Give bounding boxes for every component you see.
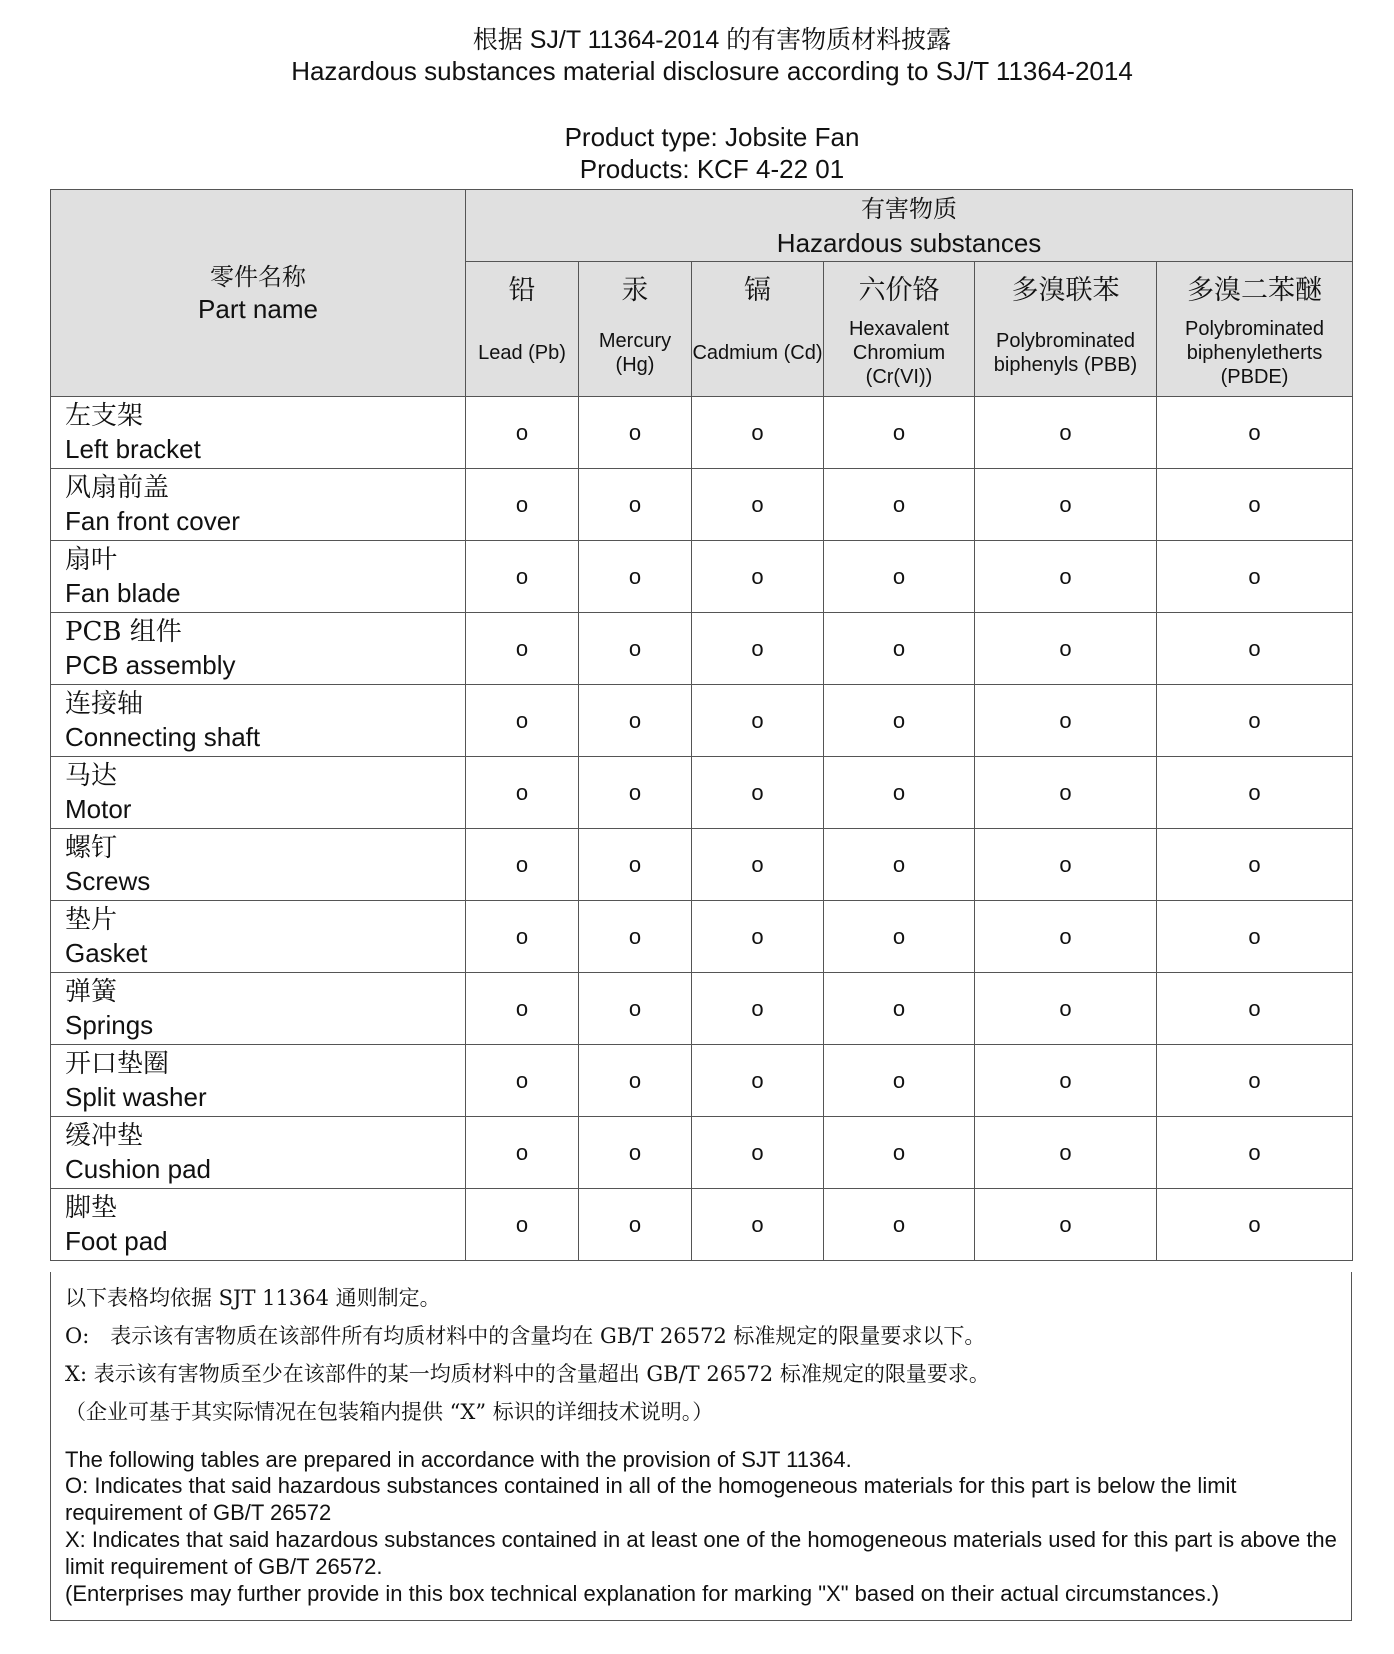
- part-name-en: Motor: [65, 794, 132, 824]
- substance-mark-cell: o: [975, 541, 1157, 613]
- part-name-zh: 弹簧: [65, 977, 118, 1007]
- substance-mark-cell: o: [824, 1189, 975, 1261]
- table-row: [51, 973, 1353, 1045]
- substance-mark-cell: o: [466, 829, 579, 901]
- substance-mark-cell: o: [975, 397, 1157, 469]
- substance-header-en: Polybrominated biphenyls (PBB): [993, 330, 1138, 376]
- substance-header-zh: 多溴联苯: [1011, 275, 1120, 306]
- part-name-header-zh: 零件名称: [210, 263, 306, 291]
- substance-mark-cell: o: [692, 397, 824, 469]
- hazardous-substances-header: [466, 190, 1353, 262]
- substance-mark-cell: o: [1157, 757, 1353, 829]
- substance-mark-cell: o: [1157, 469, 1353, 541]
- substance-mark-cell: o: [579, 685, 692, 757]
- table-row: [51, 1117, 1353, 1189]
- part-name-en: Connecting shaft: [65, 722, 261, 752]
- substance-header-zh: 多溴二苯醚: [1187, 275, 1323, 306]
- title-en: Hazardous substances material disclosure according to SJ/T 11364-2014: [291, 56, 1133, 86]
- substance-header: [579, 262, 692, 397]
- table-row: [51, 901, 1353, 973]
- table-row: [51, 541, 1353, 613]
- part-name-cell: [51, 685, 466, 757]
- substance-mark-cell: o: [692, 901, 824, 973]
- part-name-zh: 连接轴: [65, 689, 144, 719]
- substance-mark-cell: o: [692, 1189, 824, 1261]
- substance-header: [824, 262, 975, 397]
- part-name-cell: [51, 397, 466, 469]
- substance-mark-cell: o: [1157, 1045, 1353, 1117]
- substance-mark-cell: o: [466, 973, 579, 1045]
- substance-mark-cell: o: [692, 541, 824, 613]
- substance-mark-cell: o: [824, 901, 975, 973]
- part-name-en: Left bracket: [65, 434, 201, 464]
- table-row: [51, 1045, 1353, 1117]
- substance-mark-cell: o: [1157, 901, 1353, 973]
- note-zh-1: 以下表格均依据 SJT 11364 通则制定。: [65, 1286, 441, 1310]
- table-row: [51, 757, 1353, 829]
- table-row: [51, 397, 1353, 469]
- substance-header-zh: 铅: [508, 275, 536, 306]
- substance-header-en: Polybrominated biphenyletherts (PBDE): [1185, 318, 1325, 388]
- substance-mark-cell: o: [692, 973, 824, 1045]
- substance-mark-cell: o: [579, 901, 692, 973]
- substance-mark-cell: o: [466, 685, 579, 757]
- substance-mark-cell: o: [824, 1117, 975, 1189]
- substance-mark-cell: o: [975, 685, 1157, 757]
- substance-mark-cell: o: [1157, 1117, 1353, 1189]
- part-name-en: Split washer: [65, 1082, 207, 1112]
- substance-mark-cell: o: [975, 973, 1157, 1045]
- substance-mark-cell: o: [824, 757, 975, 829]
- substance-header: [692, 262, 824, 397]
- substance-mark-cell: o: [824, 1045, 975, 1117]
- substance-mark-cell: o: [579, 1117, 692, 1189]
- part-name-cell: [51, 973, 466, 1045]
- substance-mark-cell: o: [466, 1045, 579, 1117]
- substance-mark-cell: o: [692, 757, 824, 829]
- part-name-cell: [51, 829, 466, 901]
- part-name-cell: [51, 901, 466, 973]
- substance-mark-cell: o: [692, 613, 824, 685]
- substance-mark-cell: o: [1157, 685, 1353, 757]
- product-type: Product type: Jobsite Fan: [564, 122, 860, 152]
- note-en-4: (Enterprises may further provide in this box technical explanation for marking "X" based on their actual circumstances.): [65, 1581, 1220, 1606]
- substance-mark-cell: o: [466, 613, 579, 685]
- substance-mark-cell: o: [692, 469, 824, 541]
- substance-mark-cell: o: [824, 685, 975, 757]
- substance-mark-cell: o: [975, 901, 1157, 973]
- part-name-zh: PCB 组件: [65, 617, 182, 647]
- substance-mark-cell: o: [466, 1189, 579, 1261]
- substance-mark-cell: o: [824, 829, 975, 901]
- substance-header-en: Cadmium (Cd): [692, 342, 823, 364]
- part-name-en: Screws: [65, 866, 151, 896]
- part-name-cell: [51, 1117, 466, 1189]
- substance-header-zh: 汞: [621, 275, 649, 306]
- substance-mark-cell: o: [692, 685, 824, 757]
- part-name-zh: 扇叶: [65, 545, 118, 575]
- hazardous-header-en: Hazardous substances: [776, 227, 1042, 258]
- substance-mark-cell: o: [824, 541, 975, 613]
- part-name-cell: [51, 1045, 466, 1117]
- substance-mark-cell: o: [975, 1117, 1157, 1189]
- part-name-cell: [51, 1189, 466, 1261]
- note-en-1: The following tables are prepared in accordance with the provision of SJT 11364.: [65, 1447, 852, 1472]
- products: Products: KCF 4-22 01: [579, 154, 845, 184]
- substance-mark-cell: o: [975, 469, 1157, 541]
- substance-header-en: Hexavalent Chromium (Cr(VI)): [848, 318, 950, 388]
- substance-mark-cell: o: [579, 1189, 692, 1261]
- substance-mark-cell: o: [579, 613, 692, 685]
- substance-mark-cell: o: [824, 973, 975, 1045]
- part-name-zh: 缓冲垫: [65, 1121, 144, 1151]
- substance-mark-cell: o: [1157, 973, 1353, 1045]
- part-name-cell: [51, 541, 466, 613]
- substance-mark-cell: o: [692, 829, 824, 901]
- part-name-zh: 左支架: [65, 401, 144, 431]
- substance-mark-cell: o: [975, 1189, 1157, 1261]
- substance-header-zh: 六价铬: [858, 275, 940, 306]
- note-en-2: O: Indicates that said hazardous substances contained in all of the homogeneous materials for this part is below the limit requirement of GB/T 26572: [65, 1473, 1237, 1525]
- substance-mark-cell: o: [579, 541, 692, 613]
- part-name-en: Fan blade: [65, 578, 181, 608]
- part-name-zh: 开口垫圈: [65, 1049, 170, 1079]
- note-zh-2: O: 表示该有害物质在该部件所有均质材料中的含量均在 GB/T 26572 标准规定的限量要求以下。: [65, 1324, 986, 1348]
- part-name-en: Foot pad: [65, 1226, 168, 1256]
- part-name-zh: 马达: [65, 761, 118, 791]
- substance-mark-cell: o: [466, 397, 579, 469]
- table-row: [51, 685, 1353, 757]
- substance-mark-cell: o: [466, 469, 579, 541]
- substance-mark-cell: o: [975, 1045, 1157, 1117]
- substance-mark-cell: o: [824, 613, 975, 685]
- part-name-zh: 垫片: [65, 905, 118, 935]
- substance-mark-cell: o: [824, 397, 975, 469]
- substance-mark-cell: o: [466, 901, 579, 973]
- part-name-zh: 螺钉: [65, 833, 118, 863]
- table-row: [51, 1189, 1353, 1261]
- part-name-en: Springs: [65, 1010, 154, 1040]
- substance-mark-cell: o: [579, 469, 692, 541]
- table-row: [51, 613, 1353, 685]
- substance-header: [1157, 262, 1353, 397]
- note-zh-3: X: 表示该有害物质至少在该部件的某一均质材料中的含量超出 GB/T 26572 标准规定的限量要求。: [65, 1362, 990, 1386]
- part-name-zh: 风扇前盖: [65, 473, 170, 503]
- table-row: [51, 469, 1353, 541]
- substance-mark-cell: o: [579, 757, 692, 829]
- substance-header-zh: 镉: [744, 275, 771, 306]
- substance-mark-cell: o: [975, 829, 1157, 901]
- substance-mark-cell: o: [466, 757, 579, 829]
- substance-mark-cell: o: [579, 1045, 692, 1117]
- substance-mark-cell: o: [1157, 613, 1353, 685]
- note-en-3: X: Indicates that said hazardous substances contained in at least one of the homogeneous materials used for this part is above the limit requirement of GB/T 26572.: [65, 1527, 1337, 1579]
- note-zh-4: （企业可基于其实际情况在包装箱内提供 “X” 标识的详细技术说明。）: [65, 1400, 714, 1424]
- part-name-cell: [51, 757, 466, 829]
- part-name-cell: [51, 469, 466, 541]
- part-name-cell: [51, 613, 466, 685]
- part-name-en: Gasket: [65, 938, 148, 968]
- substance-mark-cell: o: [692, 1045, 824, 1117]
- part-name-header: [51, 190, 466, 397]
- substance-mark-cell: o: [466, 1117, 579, 1189]
- substance-mark-cell: o: [466, 541, 579, 613]
- substance-header-en: Mercury (Hg): [598, 330, 672, 376]
- title-zh: 根据 SJ/T 11364-2014 的有害物质材料披露: [472, 26, 952, 54]
- substance-mark-cell: o: [1157, 541, 1353, 613]
- part-name-en: Cushion pad: [65, 1154, 211, 1184]
- substance-mark-cell: o: [824, 469, 975, 541]
- notes-box: [50, 1272, 1352, 1621]
- substance-mark-cell: o: [579, 973, 692, 1045]
- substance-header: [975, 262, 1157, 397]
- part-name-header-en: Part name: [198, 294, 318, 324]
- substance-mark-cell: o: [579, 397, 692, 469]
- substance-mark-cell: o: [1157, 1189, 1353, 1261]
- substance-mark-cell: o: [975, 757, 1157, 829]
- substance-mark-cell: o: [579, 829, 692, 901]
- substance-mark-cell: o: [692, 1117, 824, 1189]
- hazardous-substances-table: [50, 189, 1353, 1261]
- part-name-zh: 脚垫: [65, 1193, 118, 1223]
- substance-header-en: Lead (Pb): [478, 342, 566, 364]
- substance-mark-cell: o: [1157, 829, 1353, 901]
- part-name-en: PCB assembly: [65, 650, 236, 680]
- hazardous-header-zh: 有害物质: [861, 194, 958, 223]
- part-name-en: Fan front cover: [65, 506, 240, 536]
- table-row: [51, 829, 1353, 901]
- substance-mark-cell: o: [975, 613, 1157, 685]
- substance-mark-cell: o: [1157, 397, 1353, 469]
- substance-header: [466, 262, 579, 397]
